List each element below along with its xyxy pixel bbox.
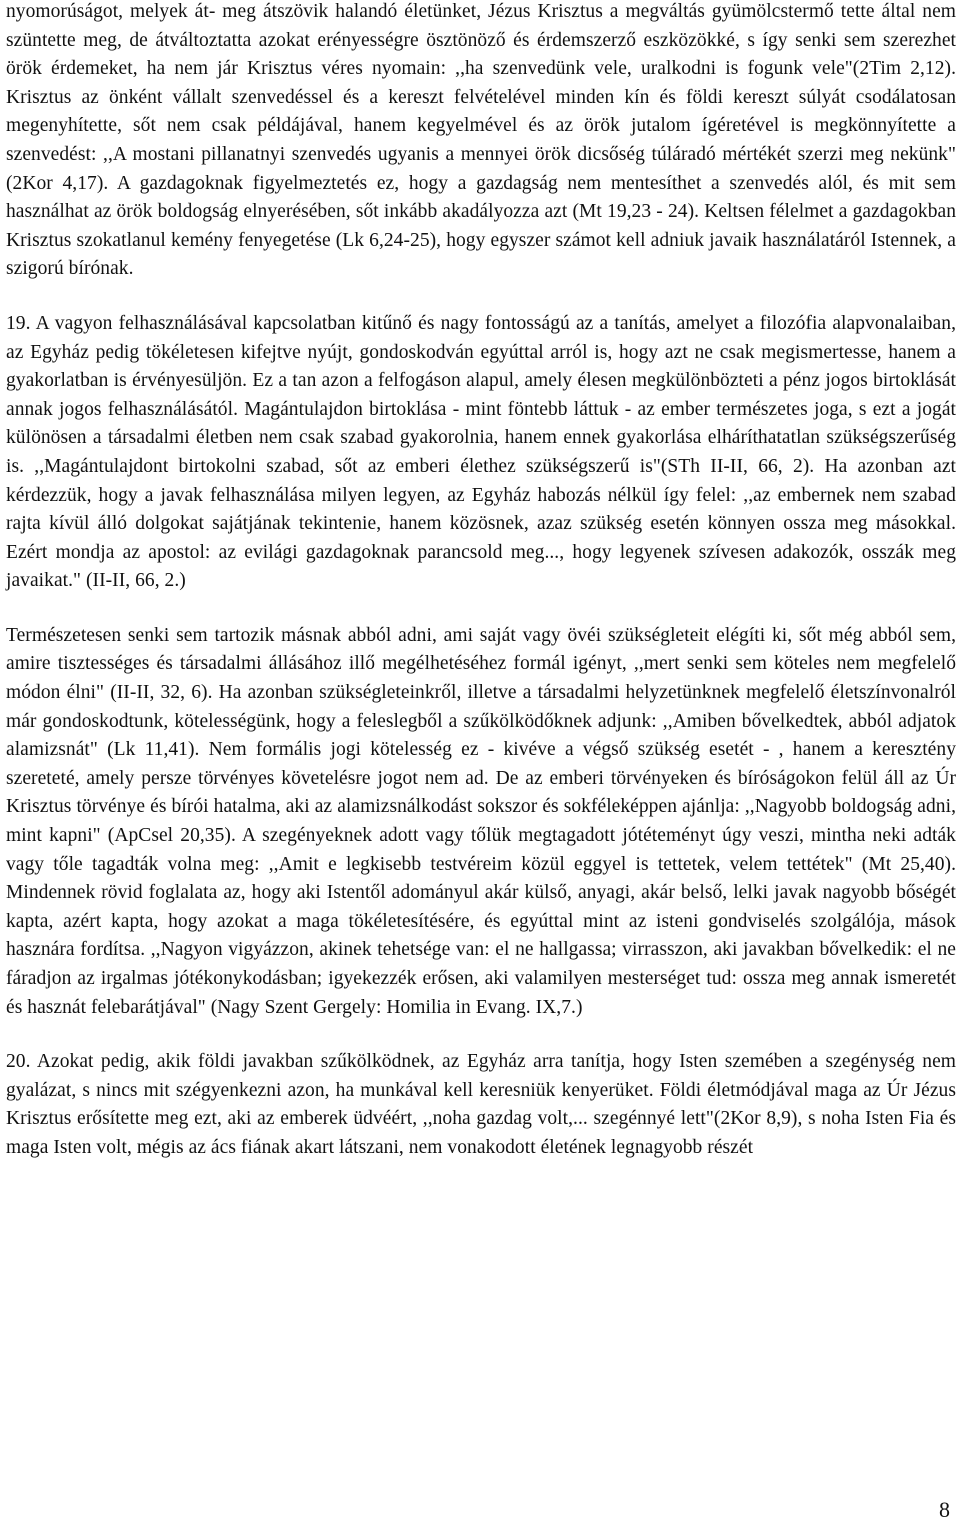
paragraph-almsgiving: Természetesen senki sem tartozik másnak abból adni, ami saját vagy övéi szükségleteit elégíti ki, sőt még abból sem, amire tisztességes és társadalmi állásához illő megélhetéséhez formál igényt, ,,mert senki sem köteles nem megfelelő módon élni" (II-II, 32, 6). Ha azonban szükségleteinkről, illetve a társadalmi helyzetünknek megfelelő életszínvonalról már gondoskodtunk, kötelességünk, hogy a feleslegből a szűkölködőknek adjunk: ,,Amiben bővelkedtek, abból adjatok alamizsnát" (Lk 11,41). Nem formális jogi kötelesség ez - kivéve a végső szükség esetét - , hanem a keresztény szereteté, amely persze törvényes követelésre jogot nem ad. De az emberi törvényeken és bíróságokon felül áll az Úr Krisztus törvénye és bírói hatalma, aki az alamizsnálkodást sokszor és sokféleképpen ajánlja: ,,Nagyobb boldogság adni, mint kapni" (ApCsel 20,35). A szegényeknek adott vagy tőlük megtagadott jótéteményt úgy veszi, mintha neki adták vagy tőle tagadták volna meg: ,,Amit e legkisebb testvéreim közül eggyel is tettetek, velem tettétek" (Mt 25,40). Mindennek rövid foglalata az, hogy aki Istentől adományul akár külső, anyagi, akár belső, lelki javak nagyobb bőségét kapta, azért kapta, hogy azokat a maga tökéletesítésére, és egyúttal mint az isteni gondviselés szolgálója, mások hasznára fordítsa. ,,Nagyon vigyázzon, akinek tehetsége van: el ne hallgassa; virrasszon, aki javakban bővelkedik: el ne fáradjon az irgalmas jótékonykodásban; igyekezzék erősen, aki valamilyen mesterséget tud: ossza meg annak ismeretét és hasznát felebarátjával" (Nagy Szent Gergely: Homilia in Evang. IX,7.) — [6, 624, 956, 1018]
page-number: 8 — [939, 1497, 950, 1522]
paragraph-continuation: nyomorúságot, melyek át- meg átszövik halandó életünket, Jézus Krisztus a megváltás gyümölcstermő tette által nem szüntette meg, de átváltoztatta azokat erényességre ösztönöző és érdemszerző eszközökké, s így senki sem szerezhet örök érdemeket, ha nem jár Krisztus véres nyomain: ,,ha szenvedünk vele, uralkodni is fogunk vele"(2Tim 2,12). Krisztus az önként vállalt szenvedéssel és a kereszt felvételével minden kín és földi kereszt súlyát csodálatosan megenyhítette, sőt nem csak példájával, hanem kegyelmével és az örök jutalom ígéretével is megkönnyítette a szenvedést: ,,A mostani pillanatnyi szenvedés ugyanis a mennyei örök dicsőség túláradó mértékét szerzi meg nekünk"(2Kor 4,17). A gazdagoknak figyelmeztetés ez, hogy a gazdagság nem mentesíthet a szenvedés alól, és mit sem használhat az örök boldogság elnyerésében, sőt inkább akadályozza azt (Mt 19,23 - 24). Keltsen félelmet a gazdagokban Krisztus szokatlanul kemény fenyegetése (Lk 6,24-25), hogy egyszer számot kell adniuk javaik használatáról Istennek, a szigorú bírónak. — [6, 1, 956, 280]
paragraph-20: 20. Azokat pedig, akik földi javakban szűkölködnek, az Egyház arra tanítja, hogy Isten szemében a szegénység nem gyalázat, s nincs mit szégyenkezni azon, ha munkával kell keresniük kenyerüket. Földi életmódjával maga az Úr Jézus Krisztus erősítette meg ezt, aki az emberek üdvéért, ,,noha gazdag volt,... szegénnyé lett"(2Kor 8,9), s noha Isten Fia és maga Isten volt, mégis az ács fiának akart látszani, nem vonakodott életének legnagyobb részét — [6, 1051, 956, 1158]
paragraph-19: 19. A vagyon felhasználásával kapcsolatban kitűnő és nagy fontosságú az a tanítás, amelyet a filozófia alapvonalaiban, az Egyház pedig tökéletesen kifejtve nyújt, gondoskodván egyúttal arról is, hogy azt ne csak megismertesse, hanem a gyakorlatban is érvényesüljön. Ez a tan azon a felfogáson alapul, amely élesen megkülönbözteti a pénz jogos birtoklását annak jogos felhasználásától. Magántulajdon birtoklása - mint föntebb láttuk - az ember természetes joga, s ezt a jogát különösen a társadalmi életben nem csak szabad gyakorolnia, hanem ennek gyakorlása elháríthatatlan szükségszerűség is. ,,Magántulajdont birtokolni szabad, sőt az emberi élethez szükségszerű is"(STh II-II, 66, 2). Ha azonban azt kérdezzük, hogy a javak felhasználása milyen legyen, az Egyház habozás nélkül így felel: ,,az embernek nem szabad rajta kívül álló dolgokat sajátjának tekintenie, hanem közösnek, azaz szükség esetén könnyen ossza meg másokkal. Ezért mondja az apostol: az evilági gazdagoknak parancsold meg..., hogy legyenek szívesen adakozók, osszák meg javaikat." (II-II, 66, 2.) — [6, 312, 956, 592]
document-page — [6, 0, 956, 1163]
